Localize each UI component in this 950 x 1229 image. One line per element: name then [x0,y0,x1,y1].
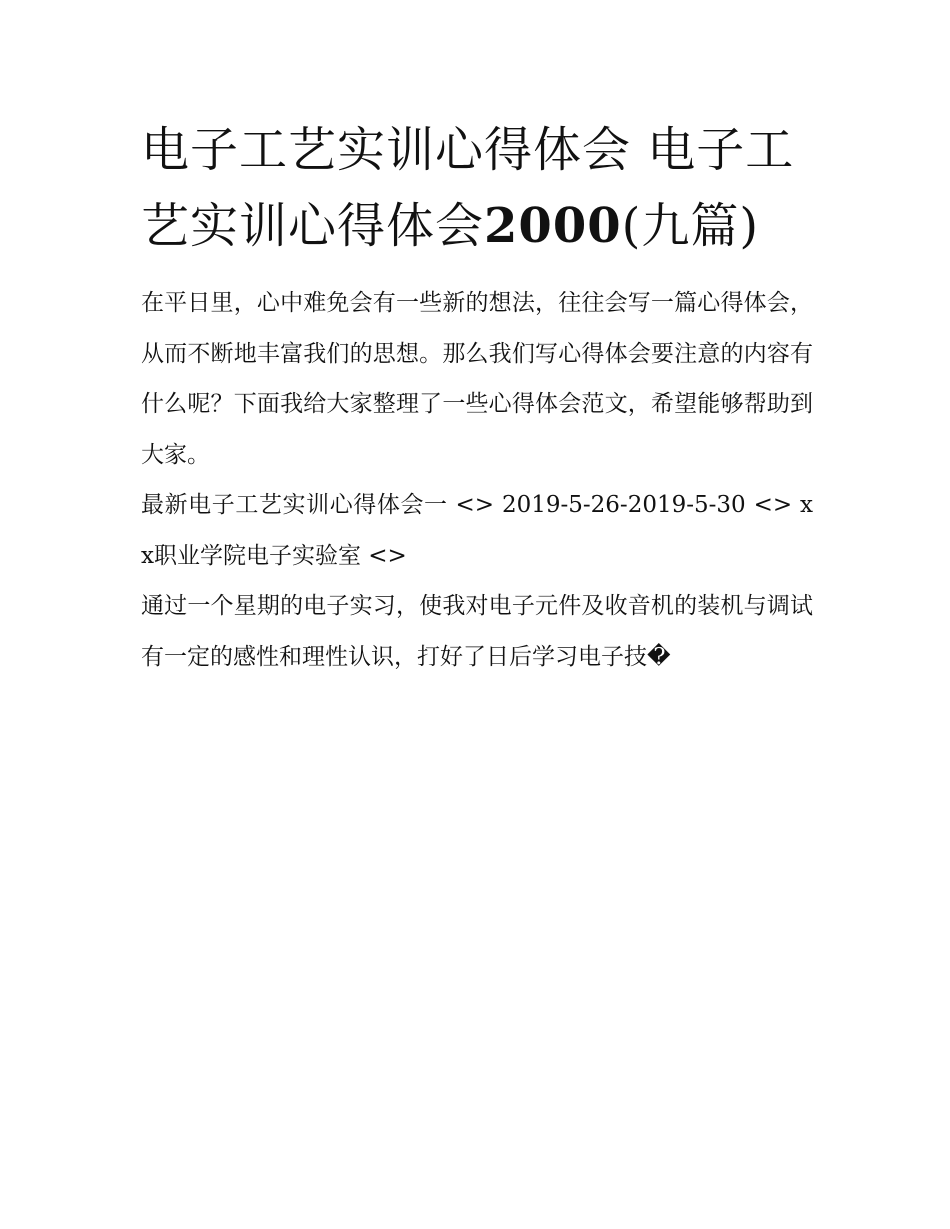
title-suffix: (九篇) [621,198,760,254]
title-number: 2000 [484,198,622,254]
intro-paragraph: 在平日里，心中难免会有一些新的想法，往往会写一篇心得体会，从而不断地丰富我们的思想。那么我们写心得体会要注意的内容有什么呢？下面我给大家整理了一些心得体会范文，希望能够帮助到大家。 [141,290,813,468]
document-title [141,112,813,264]
body-paragraph: 通过一个星期的电子实习，使我对电子元件及收音机的装机与调试有一定的感性和理性认识，打好了日后学习电子技� [141,593,813,670]
title-text: 电子工艺实训心得体会 电子工艺实训心得体会 [141,122,795,254]
section-heading-paragraph: 最新电子工艺实训心得体会一 <> 2019-5-26-2019-5-30 <> xx职业学院电子实验室 <> [141,492,813,569]
document-body [141,112,813,682]
